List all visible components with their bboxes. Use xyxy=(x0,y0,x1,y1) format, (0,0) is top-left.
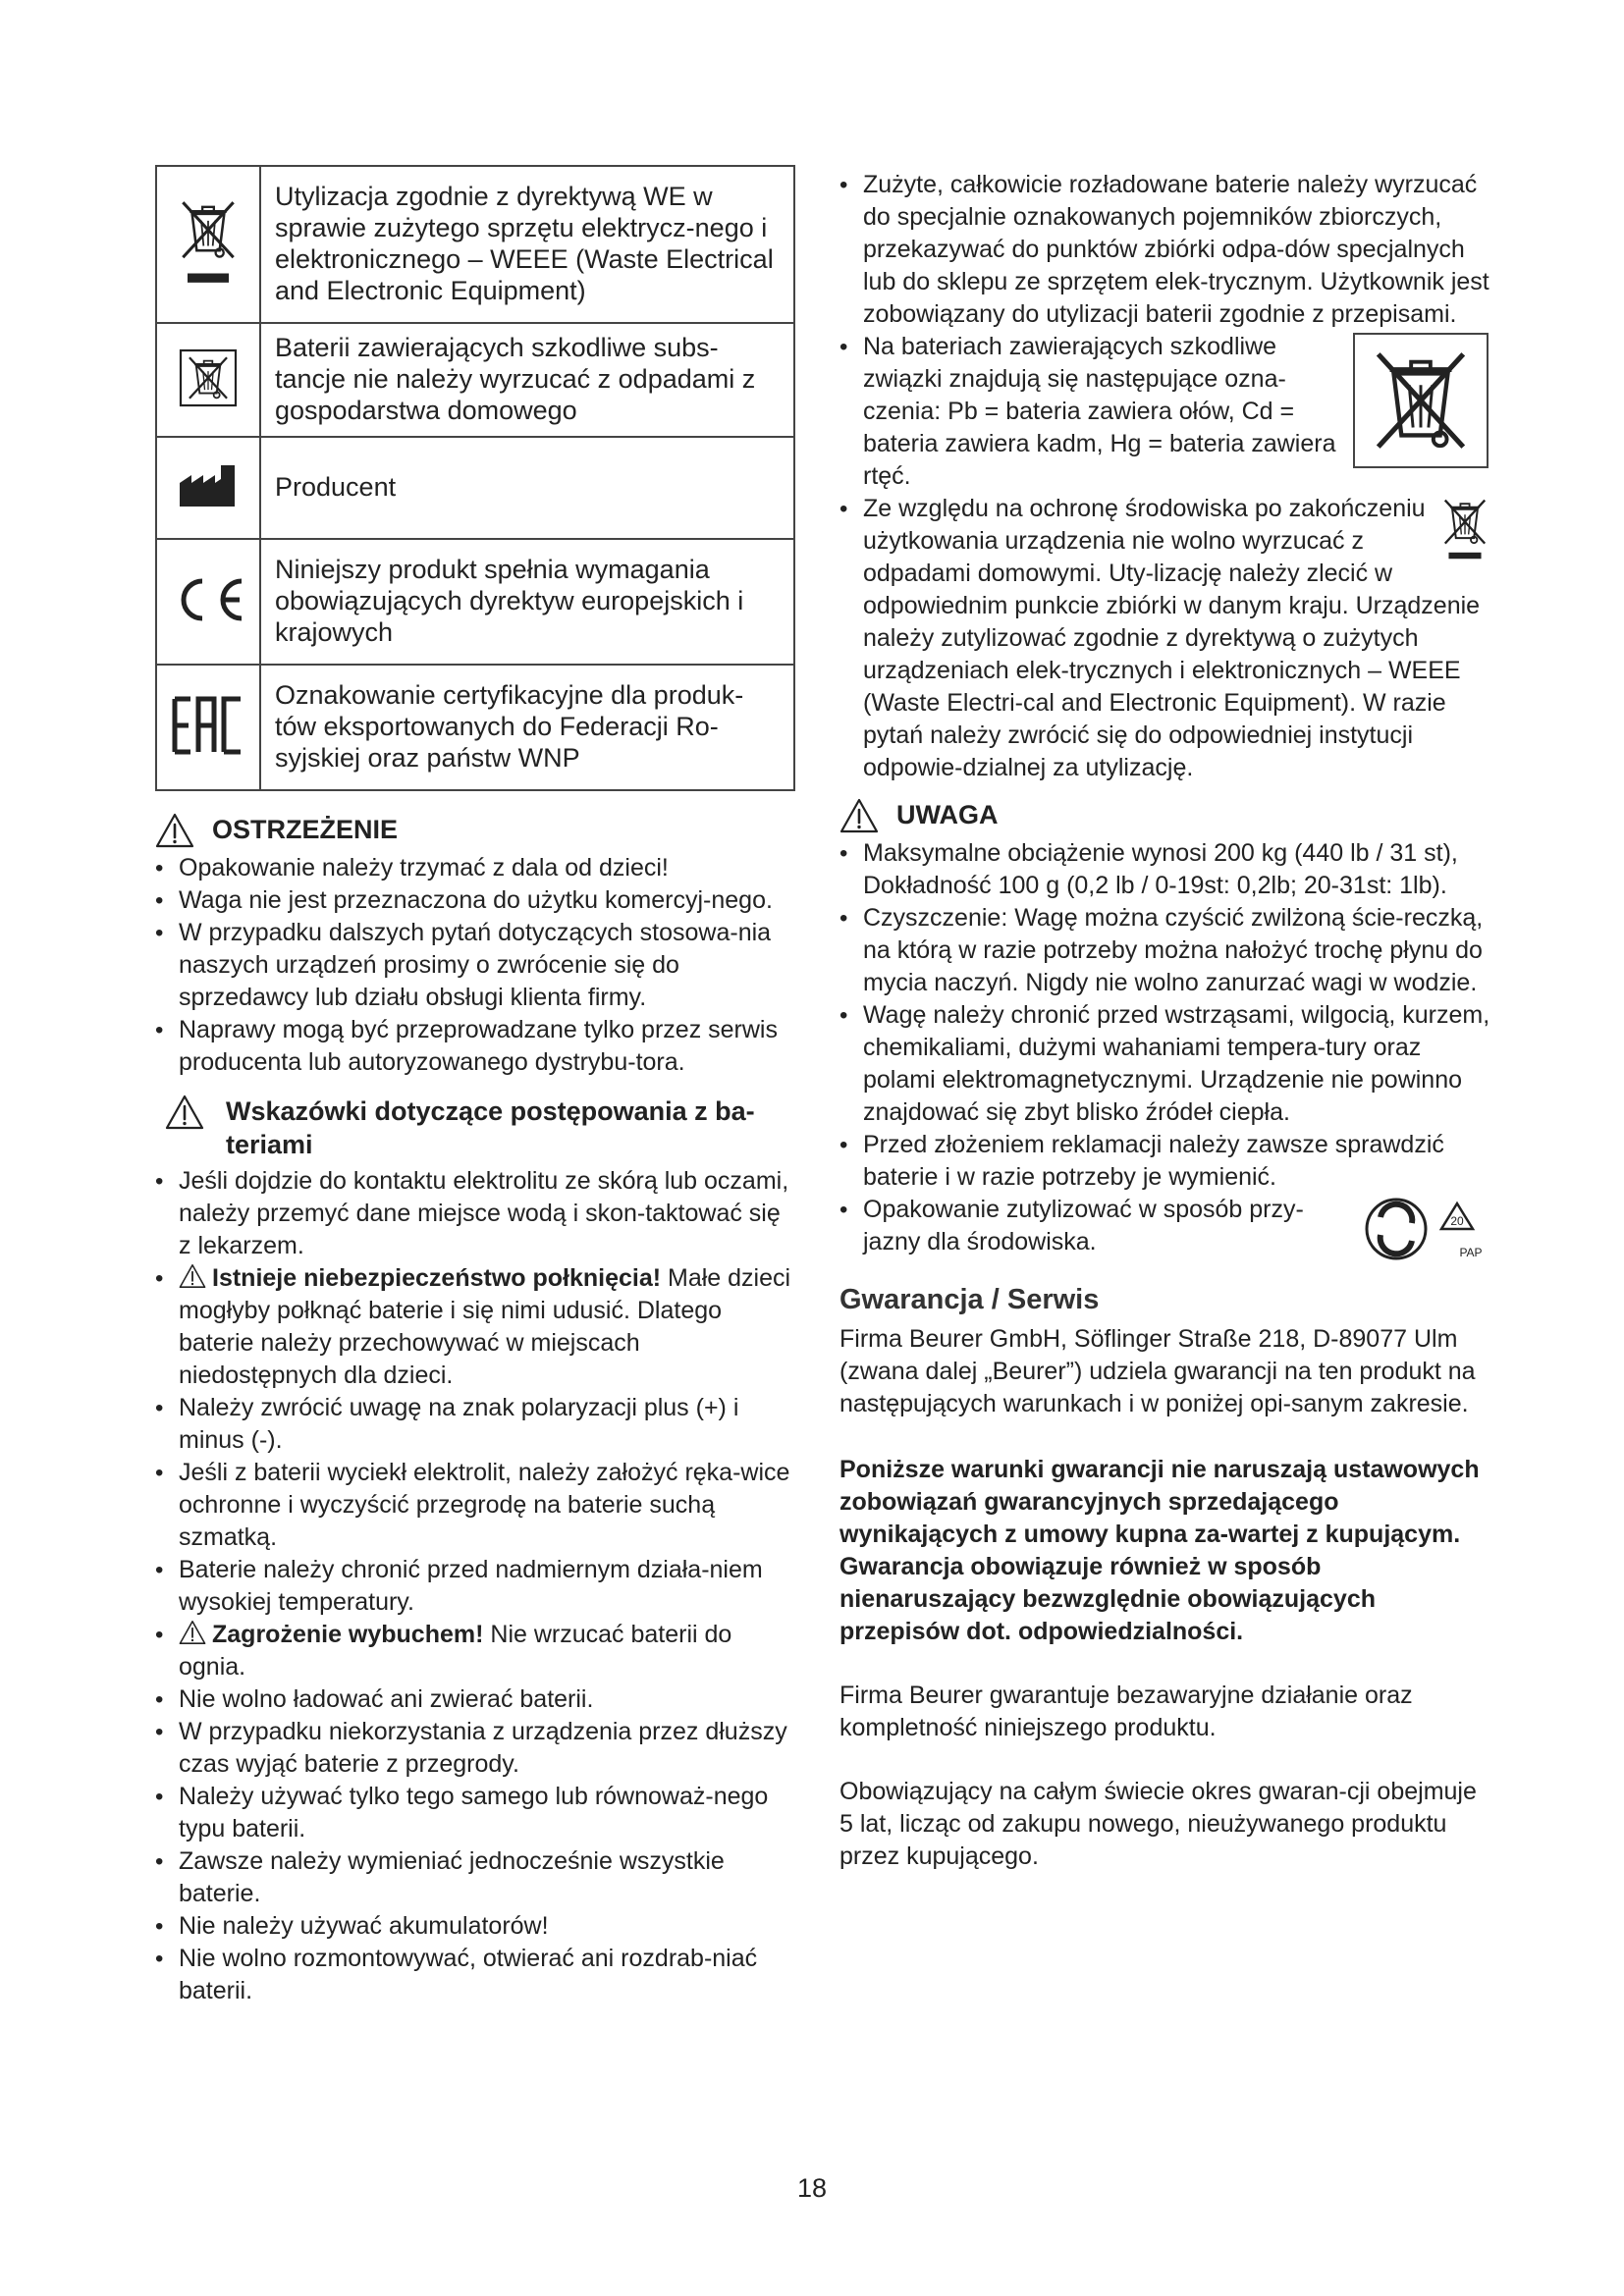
disposal-item xyxy=(839,331,1492,493)
battery-item: • Jeśli dojdzie do kontaktu elektrolitu ze skórą lub oczami, należy przemyć dane miejsce wodą i skon-taktować się z lekarzem. xyxy=(155,1165,795,1262)
battery-bin-box xyxy=(1353,333,1489,468)
battery-item: • Jeśli z baterii wyciekł elektrolit, należy założyć ręka-wice ochronne i wyczyścić przegrodę na baterie suchą szmatką. xyxy=(155,1457,795,1554)
symbols-row-producer xyxy=(156,437,794,539)
left-column xyxy=(155,165,795,2007)
warning-heading xyxy=(155,813,795,848)
eac-mark-label: EAC xyxy=(172,695,175,697)
explosion-hazard-label: Zagrożenie wybuchem! xyxy=(212,1621,484,1648)
warranty-bold-1: Poniższe warunki gwarancji nie naruszają ustawowych zobowiązań gwarancyjnych sprzedającego wynikających z umowy kupna za-wartej z kupującym. xyxy=(839,1456,1480,1548)
green-dot-icon xyxy=(1367,1200,1426,1258)
disposal-item xyxy=(839,493,1492,784)
symbols-icon-cell xyxy=(156,166,260,323)
symbols-icon-cell xyxy=(156,539,260,665)
warning-item: • Waga nie jest przeznaczona do użytku komercyj-nego. xyxy=(155,884,795,917)
caution-item: • Czyszczenie: Wagę można czyścić zwilżoną ście-reczką, na którą w razie potrzeby można nałożyć trochę płynu do mycia naczyń. Nigdy nie wolno zanurzać wagi w wodzie. xyxy=(839,902,1492,999)
caution-heading xyxy=(839,798,1492,833)
battery-item: • Należy używać tylko tego samego lub równoważ-nego typu baterii. xyxy=(155,1781,795,1845)
battery-title: Wskazówki dotyczące postępowania z ba-teriami xyxy=(226,1096,755,1159)
disposal-markings-text: Na bateriach zawierających szkodliwe związki znajdują się następujące ozna-czenia: Pb = bateria zawiera ołów, Cd = bateria zawiera kadm, Hg = bateria zawiera rtęć. xyxy=(863,333,1336,490)
caution-item: • Wagę należy chronić przed wstrząsami, wilgocią, kurzem, chemikaliami, dużymi wahaniami tempera-tury oraz polami elektromagnetycznymi. Urządzenie nie powinno znajdować się zbyt blisko źródeł ciepła. xyxy=(839,999,1492,1129)
crossed-bin-icon xyxy=(1363,343,1479,458)
swallow-hazard-label: Istnieje niebezpieczeństwo połknięcia! xyxy=(212,1264,662,1292)
warranty-bold-2: Gwarancja obowiązuje również w sposób nienaruszający bezwzględnie obowiązujących przepisów dot. odpowiedzialności. xyxy=(839,1553,1376,1645)
symbols-table xyxy=(155,165,795,791)
packaging-recycling-icons xyxy=(1355,1194,1492,1264)
battery-item: • Należy zwrócić uwagę na znak polaryzacji plus (+) i minus (-). xyxy=(155,1392,795,1457)
battery-bin-icon xyxy=(177,347,240,409)
warning-triangle-icon xyxy=(179,1263,206,1289)
warning-title: OSTRZEŻENIE xyxy=(212,815,399,844)
device-disposal-text: Ze względu na ochronę środowiska po zakończeniu użytkowania urządzenia nie wolno wyrzucać z odpadami domowymi. Uty-lizację należy zlecić w odpowiednim punkcie zbiórki w danym kraju. Urządzenie należy zutylizować zgodnie z dyrektywą o zużytych urządzeniach elek-trycznych i elektronicznych – WEEE (Waste Electri-cal and Electronic Equipment). W razie pytań należy zwrócić się do odpowiedniej instytucji odpowie-dzialnej za utylizację. xyxy=(863,495,1481,781)
swallow-hazard-text: Małe dzieci mogłyby połknąć baterie i się nimi udusić. Dlatego baterie należy przechowywać w miejscach niedostępnych dla dzieci. xyxy=(179,1264,791,1389)
eac-text: Oznakowanie certyfikacyjne dla produk-tów eksportowanych do Federacji Ro-syjskiej oraz państw WNP xyxy=(260,665,794,790)
warranty-title: Gwarancja / Serwis xyxy=(839,1284,1100,1315)
weee-bin-icon xyxy=(174,195,243,290)
symbols-icon-cell xyxy=(156,665,260,790)
warning-triangle-icon xyxy=(179,1620,206,1645)
symbols-icon-cell xyxy=(156,323,260,437)
symbols-row-weee xyxy=(156,166,794,323)
warning-item: • Naprawy mogą być przeprowadzane tylko przez serwis producenta lub autoryzowanego dystrybu-tora. xyxy=(155,1014,795,1079)
warning-item: • W przypadku dalszych pytań dotyczących stosowa-nia naszych urządzeń prosimy o zwrócenie się do sprzedawcy lub działu obsługi klienta firmy. xyxy=(155,917,795,1014)
ce-text: Niniejszy produkt spełnia wymagania obowiązujących dyrektyw europejskich i krajowych xyxy=(260,539,794,665)
battery-item: • Nie wolno rozmontowywać, otwierać ani rozdrab-niać baterii. xyxy=(155,1943,795,2007)
symbols-icon-cell xyxy=(156,437,260,539)
battery-item: • Nie należy używać akumulatorów! xyxy=(155,1910,795,1943)
warranty-intro: Firma Beurer GmbH, Söflinger Straße 218, D-89077 Ulm (zwana dalej „Beurer”) udziela gwarancji na ten produkt na następujących warunkach i w poniżej opi-sanym zakresie. xyxy=(839,1325,1476,1417)
weee-text: Utylizacja zgodnie z dyrektywą WE w sprawie zużytego sprzętu elektrycz-nego i elektronicznego – WEEE (Waste Electrical and Electronic Equipment) xyxy=(260,166,794,323)
battery-heading xyxy=(155,1095,795,1161)
producer-text: Producent xyxy=(260,437,794,539)
right-column xyxy=(839,169,1492,1873)
battery-item: • Baterie należy chronić przed nadmiernym działa-niem wysokiej temperatury. xyxy=(155,1554,795,1619)
eac-mark-icon xyxy=(172,696,244,755)
battery-item xyxy=(155,1262,795,1392)
packaging-text: Opakowanie zutylizować w sposób przy-jazny dla środowiska. xyxy=(863,1196,1304,1255)
battery-item: • W przypadku niekorzystania z urządzenia przez dłuższy czas wyjąć baterie z przegrody. xyxy=(155,1716,795,1781)
caution-title: UWAGA xyxy=(896,800,999,829)
caution-item: • Maksymalne obciążenie wynosi 200 kg (440 lb / 31 st), Dokładność 100 g (0,2 lb / 0-19st: 0,2lb; 20-31st: 1lb). xyxy=(839,837,1492,902)
symbols-row-eac xyxy=(156,665,794,790)
pap-number: • 20 xyxy=(1450,1214,1464,1228)
manufacturer-icon xyxy=(178,463,239,508)
symbols-row-ce xyxy=(156,539,794,665)
warning-item: • Opakowanie należy trzymać z dala od dzieci! xyxy=(155,852,795,884)
warning-triangle-icon xyxy=(165,1095,204,1130)
battery-disposal-text: Baterii zawierających szkodliwe subs-tancje nie należy wyrzucać z odpadami z gospodarstwa domowego xyxy=(260,323,794,437)
battery-item xyxy=(155,1619,795,1683)
weee-bin-small-icon xyxy=(1437,495,1492,561)
disposal-item: • Zużyte, całkowicie rozładowane baterie należy wyrzucać do specjalnie oznakowanych pojemników zbiorczych, przekazywać do punktów zbiórki odpa-dów specjalnych lub do sklepu ze sprzętem elek-trycznym. Użytkownik jest zobowiązany do utylizacji baterii zgodnie z przepisami. xyxy=(839,169,1492,331)
caution-item xyxy=(839,1194,1492,1264)
ce-mark-label: CE xyxy=(169,574,171,576)
warranty-paragraph-3: Obowiązujący na całym świecie okres gwaran-cji obejmuje 5 lat, licząc od zakupu nowego, nieużywanego produktu przez kupującego. xyxy=(839,1778,1477,1870)
symbols-row-battery xyxy=(156,323,794,437)
page-number: 18 xyxy=(796,2173,828,2203)
caution-item: • Przed złożeniem reklamacji należy zawsze sprawdzić baterie i w razie potrzeby je wymienić. xyxy=(839,1129,1492,1194)
warranty-paragraph-2: Firma Beurer gwarantuje bezawaryjne działanie oraz kompletność niniejszego produktu. xyxy=(839,1682,1413,1741)
pap-label: PAP xyxy=(1459,1246,1483,1259)
warning-triangle-icon xyxy=(155,813,194,848)
ce-mark-icon xyxy=(169,575,247,624)
battery-item: • Nie wolno ładować ani zwierać baterii. xyxy=(155,1683,795,1716)
battery-item: • Zawsze należy wymieniać jednocześnie wszystkie baterie. xyxy=(155,1845,795,1910)
explosion-hazard-text: Nie wrzucać baterii do ognia. xyxy=(179,1621,732,1681)
warning-triangle-icon xyxy=(839,798,879,833)
